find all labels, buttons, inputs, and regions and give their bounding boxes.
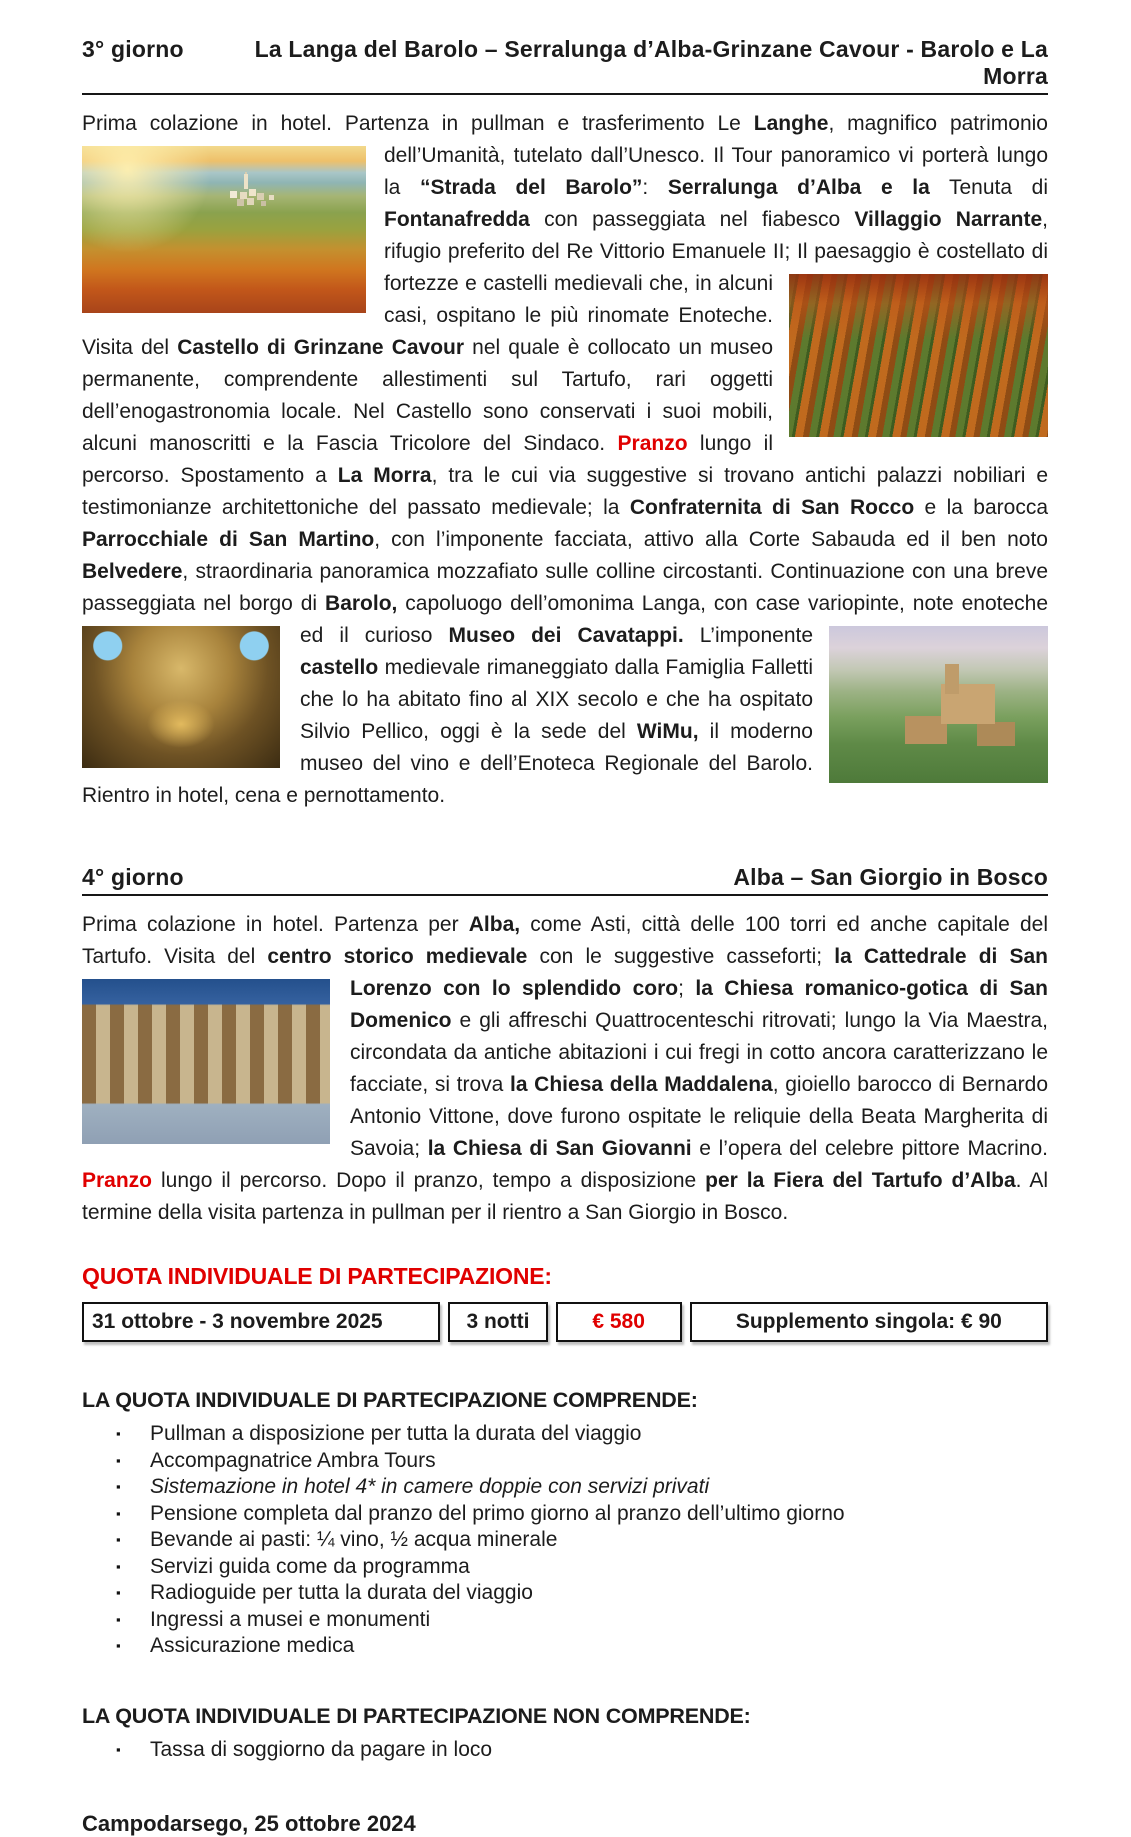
text-run: costellato di fortezze e castelli medievali che, in alcuni casi, ospitano le più rinomate Enoteche. Visita del (82, 240, 1048, 359)
list-item (116, 1633, 1048, 1660)
photo-grinzane-castle (829, 626, 1048, 783)
text-run: , magnifico patrimonio (828, 112, 1048, 135)
day3-paragraph (82, 108, 1048, 812)
text-run: centro storico medievale (267, 945, 528, 968)
text-run: Pullman a disposizione per tutta la durata del viaggio (150, 1422, 642, 1445)
photo-alba-cathedral (82, 979, 330, 1144)
text-run: la Chiesa romanico-gotica di San Domenico (350, 977, 1049, 1032)
text-run: Tassa di soggiorno da pagare in loco (150, 1737, 493, 1761)
text-run: La Morra (337, 464, 432, 487)
text-run: castello (300, 656, 379, 679)
text-run: Prima colazione in hotel. Partenza per (82, 913, 469, 936)
text-run: con le suggestive casseforti; (527, 945, 835, 968)
text-run: il moderno museo del vino e dell’Enoteca Regionale del Barolo. Rientro in hotel, cena e pernottamento. (82, 720, 813, 807)
photo-langhe-hills (82, 146, 366, 313)
text-run: Parrocchiale di San Martino (82, 528, 375, 551)
text-run: Sistemazione in hotel 4* in camere doppie con servizi privati (150, 1475, 710, 1498)
text-run: per la Fiera del Tartufo d’Alba (705, 1169, 1016, 1192)
text-run: dell’Umanità, tutelato dall’Unesco. Il Tour panoramico vi porterà lungo la (384, 144, 1048, 199)
list-item (116, 1448, 1048, 1475)
excludes-heading: LA QUOTA INDIVIDUALE DI PARTECIPAZIONE NON COMPRENDE: (82, 1703, 751, 1728)
text-run: , con l’imponente facciata, attivo alla Corte Sabauda ed il ben noto (374, 528, 1048, 551)
text-run: la Cattedrale di San (834, 945, 1048, 968)
list-item (116, 1580, 1048, 1607)
text-run: : (642, 176, 668, 199)
day4-heading (82, 864, 1048, 896)
text-run: Pensione completa dal pranzo del primo giorno al pranzo dell’ultimo giorno (150, 1501, 845, 1525)
day4-label: 4° giorno (82, 864, 184, 890)
text-run: Accompagnatrice Ambra Tours (150, 1448, 436, 1472)
list-item (116, 1474, 1048, 1501)
day3-title: La Langa del Barolo – Serralunga d’Alba-Grinzane Cavour - Barolo e La Morra (254, 36, 1048, 89)
text-run: Museo dei Cavatappi. (448, 624, 684, 647)
dateline: Campodarsego, 25 ottobre 2024 (82, 1811, 416, 1836)
text-run: come Asti, città delle 100 torri ed anche capitale del Tartufo. Visita del (82, 913, 1048, 968)
includes-list (82, 1421, 1048, 1660)
text-run: con passeggiata nel fiabesco (529, 208, 855, 231)
price-date-range: 31 ottobre - 3 novembre 2025 (82, 1302, 440, 1342)
photo-vineyard-rows (789, 274, 1048, 437)
text-run: WiMu, (636, 720, 699, 743)
text-run: Pranzo (82, 1169, 153, 1192)
day4-title: Alba – San Giorgio in Bosco (733, 864, 1048, 890)
text-run: e la barocca (914, 496, 1048, 519)
day4-paragraph (82, 909, 1048, 1229)
text-run: nel quale è collocato un museo permanente, comprendente allestimenti sul Tartufo, rari oggetti dell’enogastronomia locale. Nel Castello sono conservati i suoi mobili, alcuni manoscritti e la Fascia Tricolore del Sindaco. (82, 336, 773, 455)
price-table-row (82, 1302, 1048, 1342)
excludes-list (82, 1737, 1048, 1764)
text-run: Radioguide per tutta la durata del viaggio (150, 1581, 533, 1604)
list-item (116, 1737, 1048, 1764)
text-run: , rifugio preferito del Re Vittorio Emanuele II; Il paesaggio è (384, 208, 1048, 263)
text-run: Assicurazione medica (150, 1634, 355, 1657)
text-run: ; (678, 977, 696, 1000)
text-run: Castello di Grinzane Cavour (177, 336, 465, 359)
text-run: Servizi guida come da programma (150, 1554, 470, 1578)
text-run: , straordinaria panoramica mozzafiato sulle colline circostanti. Continuazione con una breve passeggiata nel borgo di (82, 560, 1048, 615)
text-run: , gioiello barocco di Bernardo Antonio Vittone, dove furono ospitate le reliquie della Beata Margherita di Savoia; (350, 1073, 1048, 1160)
price-table (74, 1302, 1056, 1342)
text-run: Confraternita di San Rocco (629, 496, 915, 519)
text-run: Prima colazione in hotel. Partenza in pullman e trasferimento Le (82, 112, 754, 135)
day3-label: 3° giorno (82, 36, 184, 62)
text-run: lungo il percorso. Spostamento a (82, 432, 773, 487)
list-item (116, 1421, 1048, 1448)
list-item (116, 1607, 1048, 1634)
text-run: Barolo, (325, 592, 398, 615)
text-run: medievale rimaneggiato dalla Famiglia Falletti che lo ha abitato fino al XIX secolo e che ha ospitato Silvio Pellico, oggi è la sede del (300, 656, 813, 743)
text-run: Belvedere (82, 560, 183, 583)
text-run: Ingressi a musei e monumenti (150, 1607, 431, 1631)
text-run: Pranzo (617, 432, 688, 455)
list-item (116, 1501, 1048, 1528)
text-run: Alba, (468, 913, 521, 936)
text-run: Villaggio Narrante (854, 208, 1043, 231)
text-run: “Strada del Barolo” (419, 176, 643, 199)
text-run: ed il curioso (300, 624, 449, 647)
text-run: lungo il percorso. Dopo il pranzo, tempo a disposizione (152, 1169, 706, 1192)
list-item (116, 1554, 1048, 1581)
text-run: Tenuta di (929, 176, 1049, 199)
price-section-heading: QUOTA INDIVIDUALE DI PARTECIPAZIONE: (82, 1263, 552, 1289)
photo-baroque-church (82, 626, 280, 768)
text-run: la Chiesa della Maddalena (510, 1073, 773, 1096)
text-run: Lorenzo con lo splendido coro (350, 977, 679, 1000)
text-run: Fontanafredda (384, 208, 530, 231)
price-nights: 3 notti (448, 1302, 547, 1342)
text-run: la Chiesa di San Giovanni (427, 1137, 692, 1160)
includes-heading: LA QUOTA INDIVIDUALE DI PARTECIPAZIONE COMPRENDE: (82, 1388, 698, 1412)
text-run: capoluogo dell’omonima Langa, con case variopinte, note enoteche (397, 592, 1049, 615)
text-run: Bevande ai pasti: ¼ vino, ½ acqua minerale (150, 1528, 558, 1551)
day3-heading (82, 36, 1048, 95)
text-run: . Al termine della visita partenza in pullman per il rientro a San Giorgio in Bosco. (82, 1169, 1048, 1224)
text-run: , tra le cui via suggestive si trovano antichi palazzi nobiliari e testimonianze architettoniche del passato medievale; la (82, 464, 1048, 519)
text-run: L’imponente (683, 624, 814, 647)
text-run: e gli affreschi Quattrocenteschi ritrovati; lungo la Via Maestra, circondata da antiche abitazioni i cui fregi in cotto ancora caratterizzano le facciate, si trova (350, 1009, 1048, 1096)
text-run: Langhe (753, 112, 829, 135)
price-amount: € 580 (556, 1302, 682, 1342)
list-item (116, 1527, 1048, 1554)
text-run: e l’opera del celebre pittore Macrino. (691, 1137, 1048, 1160)
text-run: Serralunga d’Alba e la (667, 176, 930, 199)
price-single-supplement: Supplemento singola: € 90 (690, 1302, 1048, 1342)
